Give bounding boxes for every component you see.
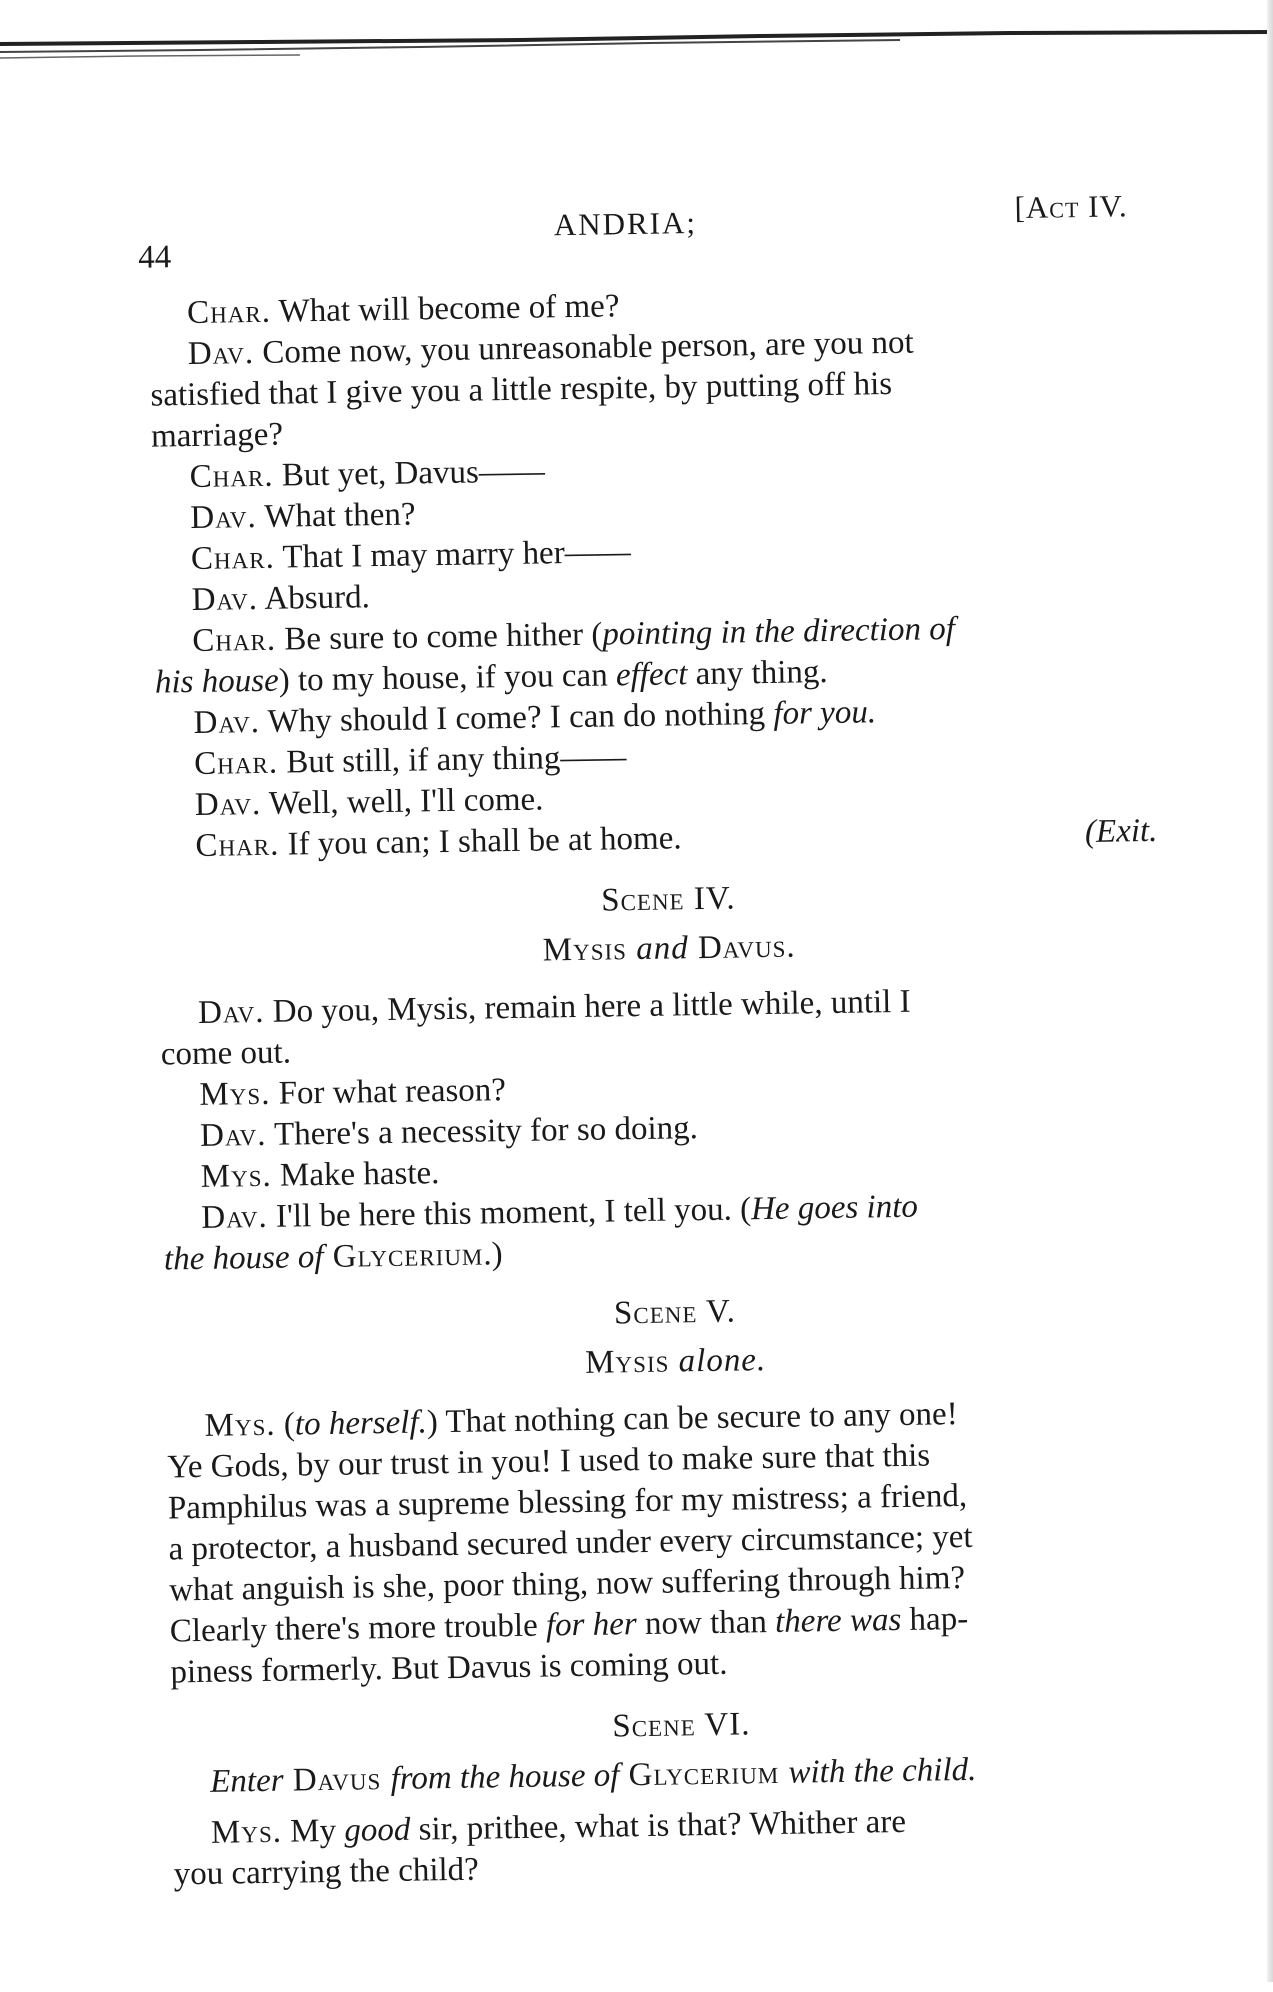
exit-direction: (Exit.	[1084, 812, 1158, 850]
speaker: Mys.	[204, 1406, 276, 1444]
character-name: Glycerium	[619, 1754, 789, 1794]
speaker: Char.	[189, 457, 274, 496]
speaker: Dav.	[193, 703, 261, 741]
dialogue-line: Char. Be sure to come hither (pointing in the direction of	[192, 611, 956, 659]
emphasis: there was	[774, 1601, 902, 1640]
dialogue-line: Dav. Well, well, I'll come.	[194, 781, 544, 823]
dialogue-line: Dav. Come now, you unreasonable person, are you not	[187, 324, 914, 373]
dialogue-line: Mys. Make haste.	[200, 1155, 440, 1195]
dialogue-continuation: the house of Glycerium.)	[163, 1236, 503, 1278]
speaker: Dav.	[199, 1116, 267, 1154]
speaker: Char.	[192, 621, 277, 659]
speaker: Dav.	[187, 334, 255, 373]
page-number: 44	[137, 239, 172, 276]
stage-direction: his house	[154, 662, 279, 701]
scene-heading: Scene V.	[613, 1293, 737, 1332]
dialogue-line: Mys. My good sir, prithee, what is that? Whither are	[210, 1803, 907, 1851]
dialogue-continuation: Clearly there's more trouble for her now than there was hap-	[169, 1600, 969, 1650]
dialogue-line: Mys. For what reason?	[199, 1072, 507, 1113]
dialogue-line: Dav. Absurd.	[191, 579, 371, 618]
dialogue-continuation: marriage?	[150, 416, 284, 455]
speaker: Char.	[186, 293, 272, 332]
dialogue-continuation: satisfied that I give you a little respite, by putting off his	[150, 365, 893, 414]
scene-heading: Scene IV.	[600, 880, 736, 919]
speaker: Char.	[193, 744, 279, 782]
dialogue-line: Mys. (to herself.) That nothing can be secure to any one!	[204, 1396, 958, 1444]
emphasis: for her	[545, 1606, 637, 1644]
scene-persons: Mysis and Davus.	[542, 928, 796, 969]
dialogue-continuation: piness formerly. But Davus is coming out.	[170, 1645, 728, 1691]
dialogue-line: Char. But still, if any thing——	[193, 739, 627, 782]
speaker: Mys.	[210, 1813, 283, 1851]
stage-direction: the house of	[163, 1239, 324, 1278]
stage-direction: He goes into	[750, 1188, 919, 1228]
dialogue-line: Dav. I'll be here this moment, I tell you. (He goes into	[201, 1188, 919, 1236]
dialogue-line: Char. What will become of me?	[186, 288, 620, 332]
dialogue-line: Dav. What then?	[190, 496, 416, 537]
dialogue-line: Dav. Why should I come? I can do nothing for you.	[193, 694, 877, 741]
dialogue-continuation: Ye Gods, by our trust in you! I used to make sure that this	[167, 1437, 931, 1486]
speaker: Dav.	[191, 580, 259, 618]
dialogue-continuation: a protector, a husband secured under every circumstance; yet	[168, 1518, 973, 1568]
speaker: Dav.	[197, 993, 265, 1031]
speaker: Dav.	[201, 1198, 268, 1236]
speaker: Char.	[190, 539, 276, 577]
speaker: Mys.	[200, 1157, 272, 1195]
entrance-direction: Enter Davus from the house of Glycerium with the child.	[209, 1751, 977, 1800]
dialogue-continuation: what anguish is she, poor thing, now suffering through him?	[168, 1559, 966, 1609]
stage-direction: pointing in the direction of	[602, 611, 956, 653]
scene-heading: Scene VI.	[612, 1706, 751, 1745]
dialogue-continuation: his house) to my house, if you can effect any thing.	[154, 654, 828, 701]
dialogue-continuation: you carrying the child?	[173, 1851, 480, 1893]
dialogue-line: Char. If you can; I shall be at home. (Exit.	[195, 812, 1158, 864]
dialogue-line: Dav. There's a necessity for so doing.	[199, 1110, 699, 1154]
running-title: ANDRIA;	[553, 205, 698, 243]
dialogue-line: Char. That I may marry her——	[190, 534, 631, 577]
act-label: [Act IV.	[1014, 188, 1128, 226]
page-body	[149, 278, 1194, 1896]
dialogue-continuation: Pamphilus was a supreme blessing for my mistress; a friend,	[167, 1477, 968, 1527]
speaker: Dav.	[194, 785, 262, 823]
stage-direction: to herself.	[294, 1404, 428, 1443]
scene-persons: Mysis alone.	[584, 1342, 767, 1381]
character-name: Davus	[283, 1761, 391, 1799]
dialogue-line: Char. But yet, Davus——	[189, 453, 546, 496]
speaker: Dav.	[190, 498, 257, 537]
page-header	[137, 188, 1128, 276]
character-name: Glycerium	[323, 1236, 484, 1276]
dialogue-line: Dav. Do you, Mysis, remain here a little while, until I	[197, 983, 911, 1031]
speaker: Char.	[195, 826, 280, 864]
emphasis: effect	[615, 656, 688, 694]
dialogue-continuation: come out.	[160, 1034, 292, 1073]
emphasis: good	[344, 1811, 411, 1849]
emphasis: for you.	[773, 694, 877, 732]
speaker: Mys.	[199, 1075, 271, 1113]
